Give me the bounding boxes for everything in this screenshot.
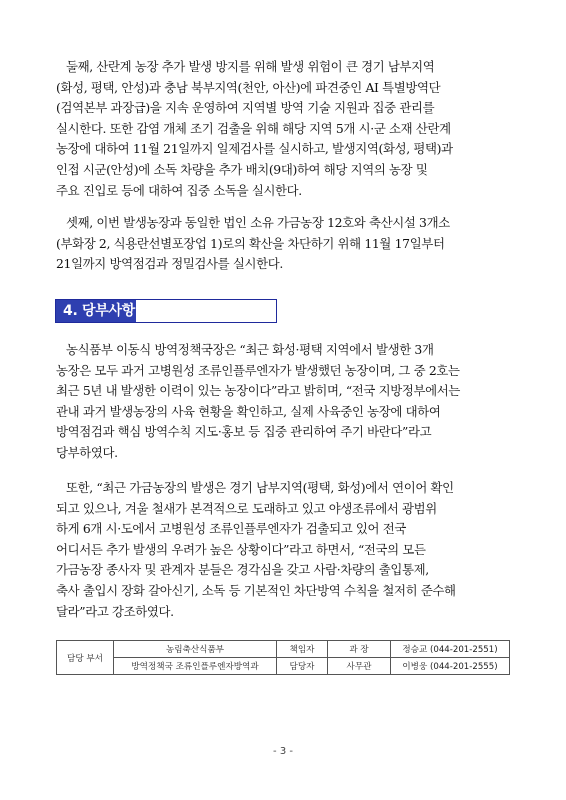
text-line: (부화장 2, 식용란선별포장업 1)로의 확산을 차단하기 위해 11월 17일부터 bbox=[56, 235, 445, 251]
section-header bbox=[55, 299, 277, 323]
role-cell: 담당자 bbox=[277, 658, 328, 675]
text-line: 당부하였다. bbox=[56, 444, 118, 460]
text-line: 실시한다. 또한 감염 개체 조기 검출을 위해 해당 지역 5개 시·군 소재 산란계 bbox=[56, 120, 451, 136]
title-cell: 사무관 bbox=[328, 658, 391, 675]
text-line: 농식품부 이동식 방역정책국장은 “최근 화성·평택 지역에서 발생한 3개 bbox=[66, 342, 434, 357]
text-line: 21일까지 방역점검과 정밀검사를 실시한다. bbox=[56, 256, 283, 272]
text-line: 관내 과거 발생농장의 사육 현황을 확인하고, 실제 사육중인 농장에 대하여 bbox=[56, 403, 441, 419]
table-row bbox=[57, 641, 510, 658]
text-line: 방역점검과 핵심 방역수칙 지도·홍보 등 집중 관리하여 주기 바란다”라고 bbox=[56, 424, 432, 440]
text-line: 어디서든 추가 발생의 우려가 높은 상황이다”라고 하면서, “전국의 모든 bbox=[56, 541, 426, 557]
text-line: 되고 있으나, 겨울 철새가 본격적으로 도래하고 있고 야생조류에서 광범위 bbox=[56, 500, 437, 516]
text-line: 최근 5년 내 발생한 이력이 있는 농장이다”라고 밝히며, “전국 지방정부에서는 bbox=[56, 383, 460, 399]
text-line: 셋째, 이번 발생농장과 동일한 법인 소유 가금농장 12호와 축산시설 3개소 bbox=[66, 215, 450, 230]
table-row bbox=[57, 658, 510, 675]
text-line: 축사 출입시 장화 갈아신기, 소독 등 기본적인 차단방역 수칙을 철저히 준수해 bbox=[56, 582, 456, 598]
dept-label-cell: 담당 부서 bbox=[57, 641, 114, 675]
dept-cell: 농림축산식품부 bbox=[114, 641, 277, 658]
text-line: 주요 진입로 등에 대하여 집중 소독을 실시한다. bbox=[56, 182, 302, 198]
text-line: 농장은 모두 과거 고병원성 조류인플루엔자가 발생했던 농장이며, 그 중 2호는 bbox=[56, 362, 460, 378]
text-line: 농장에 대하여 11월 21일까지 일제검사를 실시하고, 발생지역(화성, 평택)과 bbox=[56, 141, 453, 157]
page-number: - 3 - bbox=[273, 746, 293, 757]
person-cell: 정승교 (044-201-2551) bbox=[391, 641, 510, 658]
dept-cell: 방역정책국 조류인플루엔자방역과 bbox=[114, 658, 277, 675]
section-title: 4. 당부사항 bbox=[63, 303, 135, 319]
title-cell: 과 장 bbox=[328, 641, 391, 658]
text-line: 하게 6개 시·도에서 고병원성 조류인플루엔자가 검출되고 있어 전국 bbox=[56, 521, 406, 537]
text-line: 또한, “최근 가금농장의 발생은 경기 남부지역(평택, 화성)에서 연이어 확인 bbox=[66, 480, 454, 495]
text-line: 달라”라고 강조하였다. bbox=[56, 603, 174, 619]
paragraph-emphasis bbox=[56, 478, 516, 622]
role-cell: 책임자 bbox=[277, 641, 328, 658]
person-cell: 이병웅 (044-201-2555) bbox=[391, 658, 510, 675]
paragraph-third-measure bbox=[56, 213, 516, 275]
text-line: 둘째, 산란계 농장 추가 발생 방지를 위해 발생 위험이 큰 경기 남부지역 bbox=[66, 59, 435, 74]
text-line: (검역본부 과장급)을 지속 운영하여 지역별 방역 기술 지원과 집중 관리를 bbox=[56, 100, 435, 116]
contact-table bbox=[56, 640, 510, 675]
paragraph-director-request bbox=[56, 340, 516, 464]
text-line: 가금농장 종사자 및 관계자 분들은 경각심을 갖고 사람·차량의 출입통제, bbox=[56, 562, 429, 578]
text-line: 인접 시군(안성)에 소독 차량을 추가 배치(9대)하여 해당 지역의 농장 및 bbox=[56, 161, 428, 177]
paragraph-second-measure bbox=[56, 57, 516, 201]
text-line: (화성, 평택, 안성)과 충남 북부지역(천안, 아산)에 파견중인 AI 특별방역단 bbox=[56, 79, 441, 95]
